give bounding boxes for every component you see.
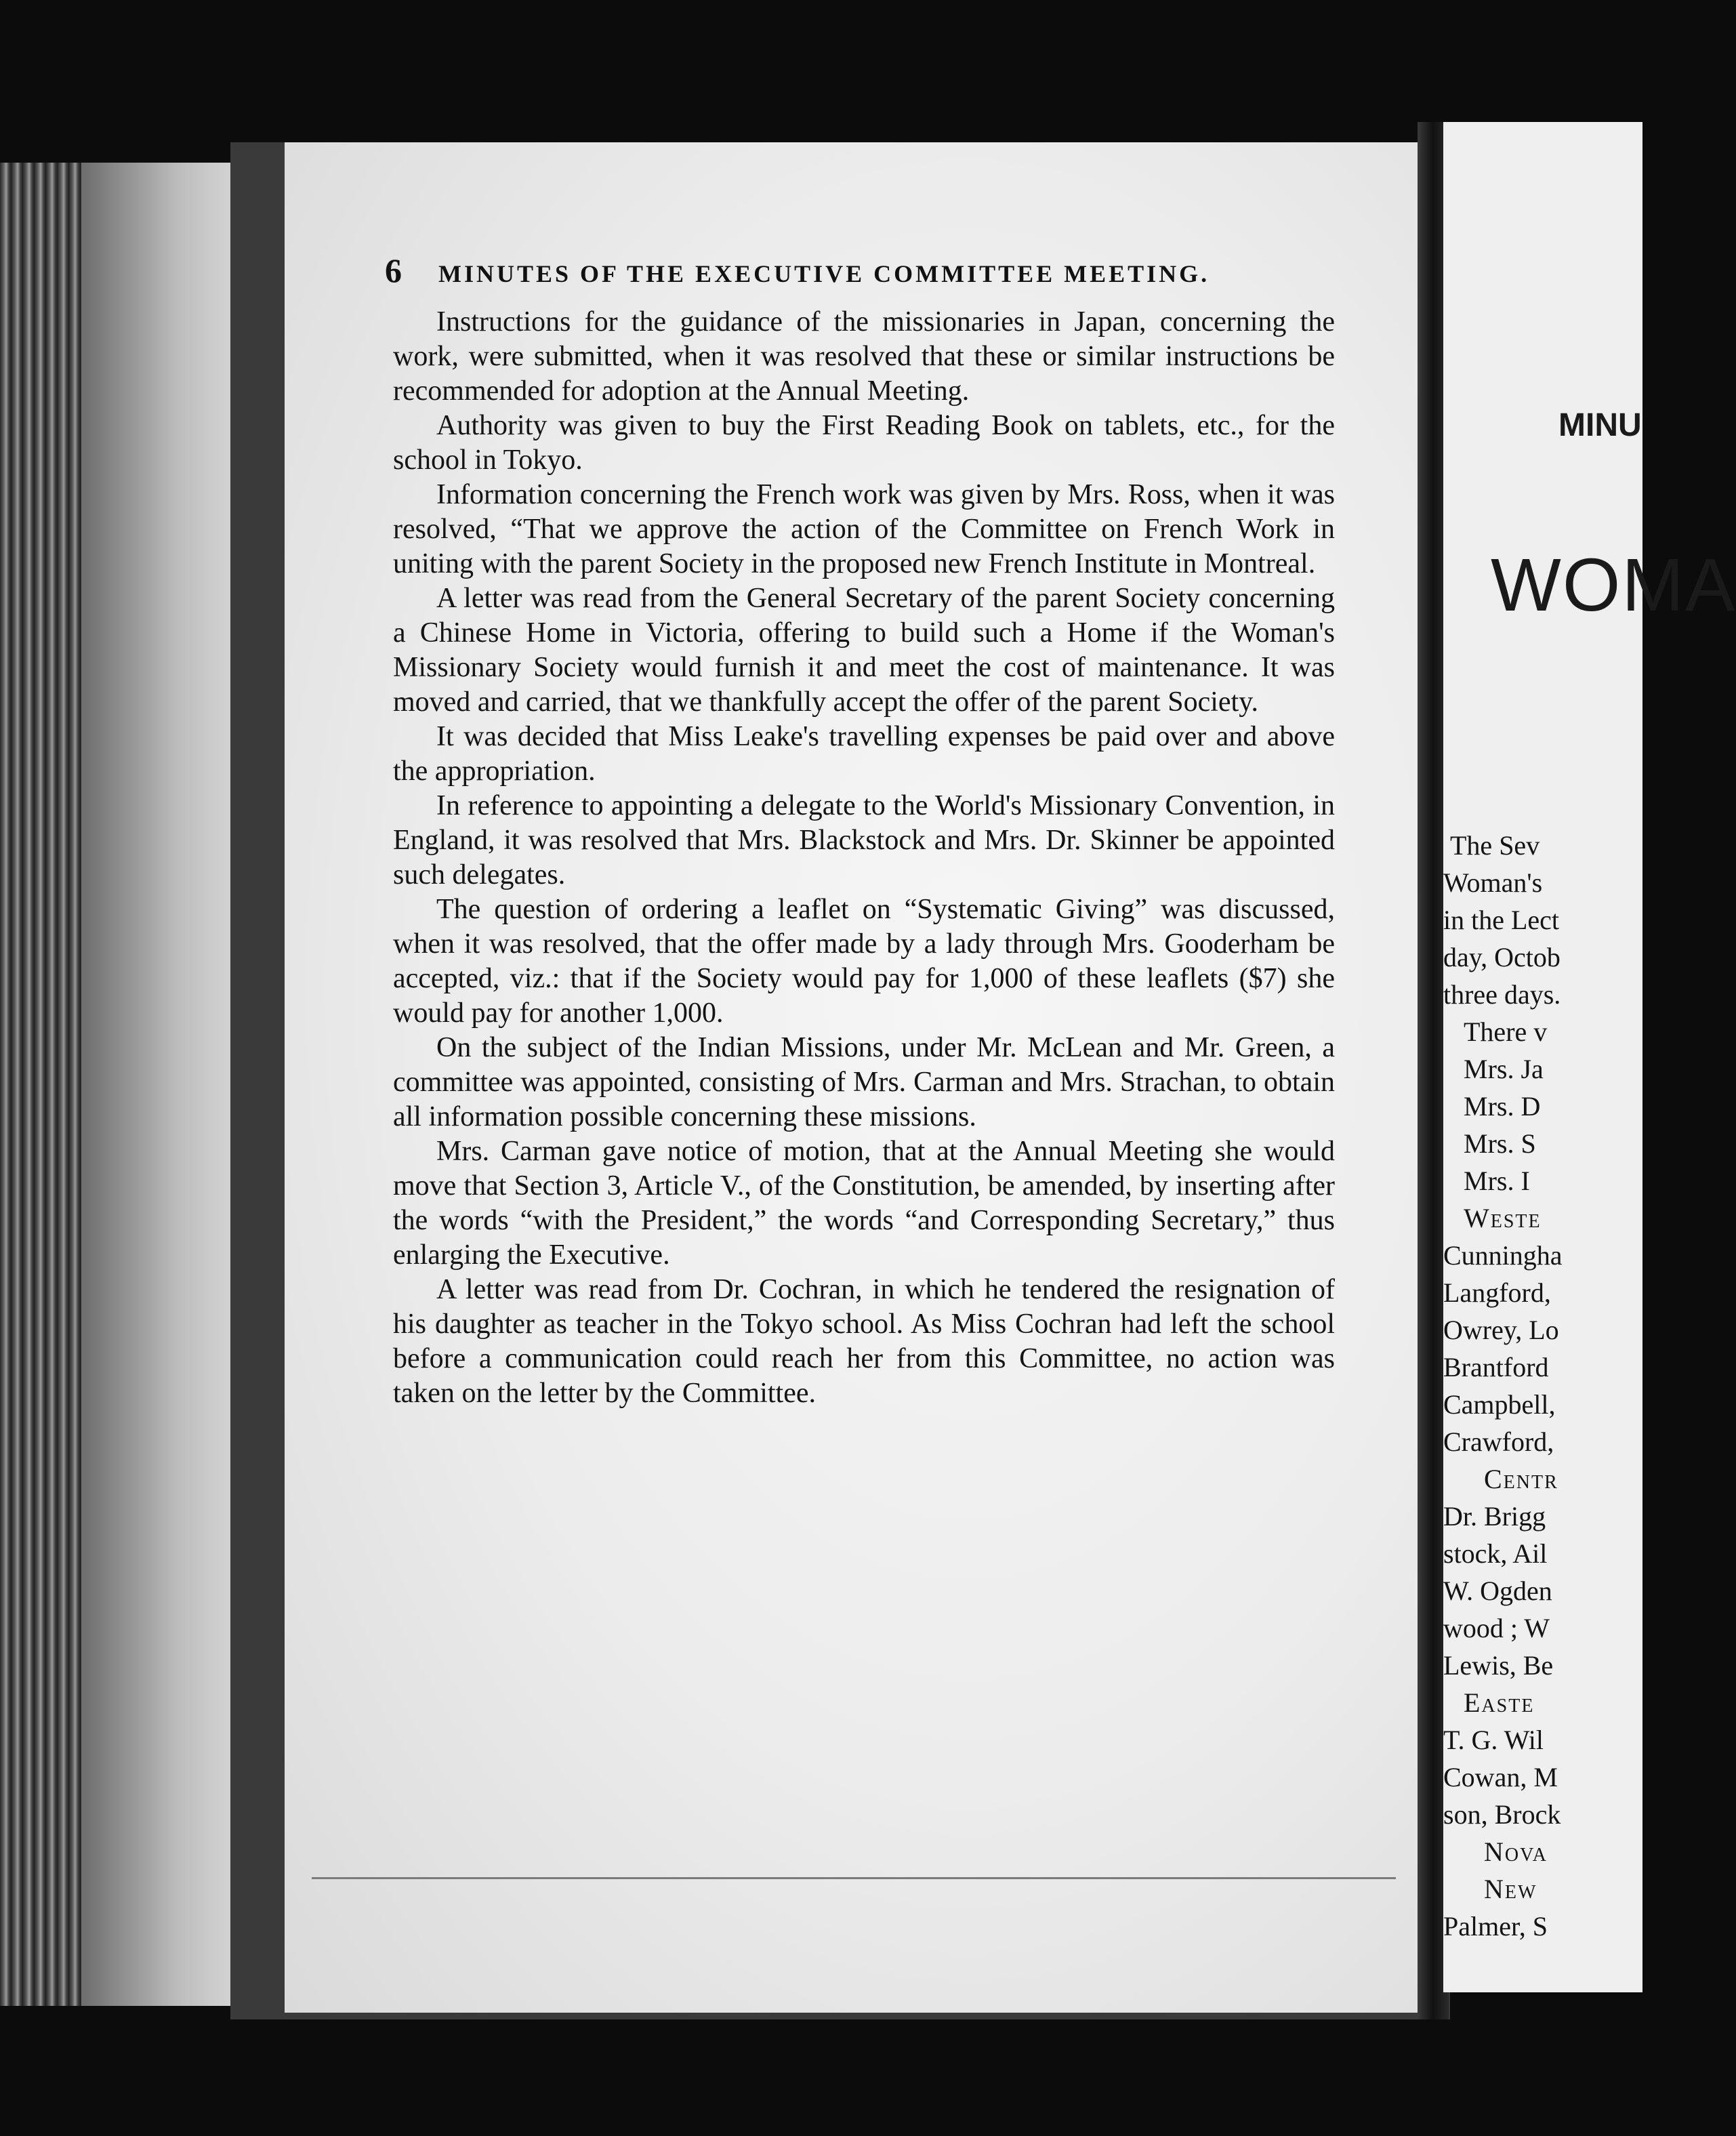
paragraph-leaflet: The question of ordering a leaflet on “Systematic Giving” was discussed, when it was resolved, that the offer made by a lady through Mrs. Gooderham be accepted, viz.: that if the Society would pay for 1,000 of these leaflets ($7) she would pay for another 1,000. [393,894,1335,1029]
running-head [385,251,1401,290]
right-page [1443,122,1736,1992]
right-line: The Sev [1450,830,1540,861]
right-line: Dr. Brigg [1443,1501,1546,1532]
left-page [285,142,1423,2013]
right-line: Mrs. D [1464,1091,1541,1122]
right-page-text [1443,827,1642,1945]
right-line: wood ; W [1443,1613,1550,1643]
right-line: New [1484,1874,1537,1904]
paragraph-travelling-expenses: It was decided that Miss Leake's travelling expenses be paid over and above the appropriation. [393,721,1335,787]
right-line: Mrs. S [1464,1128,1536,1159]
body-text [393,305,1335,1411]
right-line: Easte [1464,1687,1535,1718]
right-line: Palmer, S [1443,1911,1548,1942]
right-line: Woman's [1443,867,1543,898]
paragraph-delegates: In reference to appointing a delegate to the World's Missionary Convention, in England, it was resolved that Mrs. Blackstock and Mrs. Dr. Skinner be appointed such delegates. [393,790,1335,890]
right-line: stock, Ail [1443,1538,1548,1569]
right-line: son, Brock [1443,1799,1561,1830]
right-line: in the Lect [1443,905,1560,935]
paragraph-chinese-home: A letter was read from the General Secretary of the parent Society concerning a Chinese Home in Victoria, offering to build such a Home if the Woman's Missionary Society would furnish it and meet the cost of maintenance. It was moved and carried, that we thankfully accept the offer of the parent Society. [393,583,1335,718]
right-line: Brantford [1443,1352,1549,1382]
right-line: Owrey, Lo [1443,1315,1559,1345]
right-line: Centr [1484,1464,1558,1494]
right-page-title: WOMA [1491,543,1736,627]
page-number: 6 [385,251,402,289]
right-line: Mrs. Ja [1464,1054,1544,1084]
paragraph-cochran-letter: A letter was read from Dr. Cochran, in which he tendered the resignation of his daughter as teacher in the Tokyo school. As Miss Cochran had left the school before a communication could reach her from this Committee, no action was taken on the letter by the Committee. [393,1274,1335,1409]
paragraph-indian-missions: On the subject of the Indian Missions, under Mr. McLean and Mr. Green, a committee was appointed, consisting of Mrs. Carman and Mrs. Strachan, to obtain all information possible concerning these missions. [393,1032,1335,1132]
right-page-heading: MINU [1558,407,1642,443]
paragraph-reading-book: Authority was given to buy the First Reading Book on tablets, etc., for the school in Tokyo. [393,410,1335,476]
book-page-edges [0,163,244,2006]
running-head-title: MINUTES OF THE EXECUTIVE COMMITTEE MEETING. [438,260,1210,287]
right-line: Cunningha [1443,1240,1563,1271]
right-line: Cowan, M [1443,1762,1558,1792]
right-line: Lewis, Be [1443,1650,1554,1681]
right-line: Nova [1484,1836,1548,1867]
right-line: Langford, [1443,1277,1551,1308]
paragraph-japan-instructions: Instructions for the guidance of the missionaries in Japan, concerning the work, were submitted, when it was resolved that these or similar instructions be recommended for adoption at the Annual Meeting. [393,306,1335,407]
page-bottom-rule [312,1877,1396,1879]
right-line: day, Octob [1443,942,1561,972]
right-line: T. G. Wil [1443,1725,1544,1755]
right-line: There v [1464,1016,1548,1047]
right-line: Mrs. I [1464,1166,1530,1196]
right-line: W. Ogden [1443,1576,1552,1606]
right-line: Campbell, [1443,1389,1556,1420]
right-line: Crawford, [1443,1426,1554,1457]
right-line: Weste [1464,1203,1542,1233]
paragraph-notice-of-motion: Mrs. Carman gave notice of motion, that at the Annual Meeting she would move that Section 3, Article V., of the Constitution, be amended, by inserting after the words “with the President,” the words “and Corresponding Secretary,” thus enlarging the Executive. [393,1136,1335,1271]
right-line: three days. [1443,979,1561,1010]
paragraph-french-work: Information concerning the French work was given by Mrs. Ross, when it was resolved, “That we approve the action of the Committee on French Work in uniting with the parent Society in the proposed new French Institute in Montreal. [393,479,1335,579]
